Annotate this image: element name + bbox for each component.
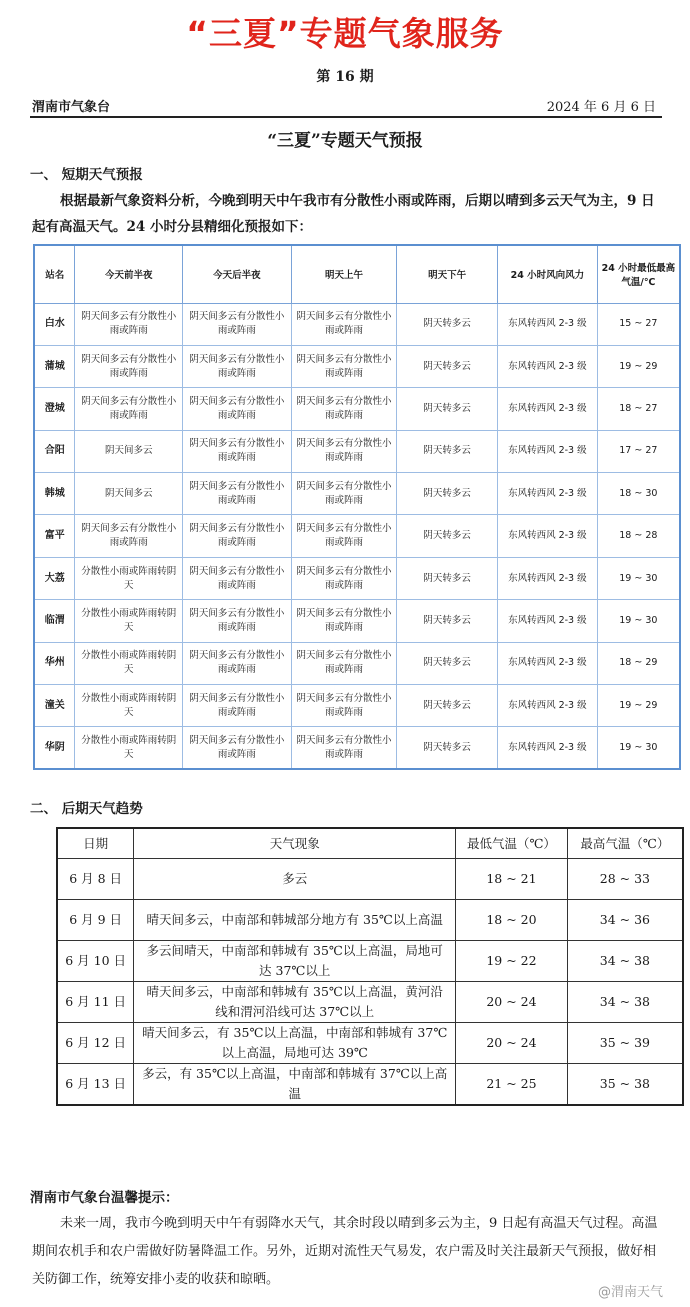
temp-cell: 19 ~ 30	[597, 557, 680, 599]
table-row	[34, 430, 680, 472]
date-cell: 6 月 9 日	[57, 899, 134, 940]
table-row	[34, 642, 680, 684]
table-row	[34, 727, 680, 769]
station-name: 合阳	[34, 430, 75, 472]
col-afternoon: 明天下午	[397, 245, 498, 303]
forecast-cell: 阴天转多云	[397, 473, 498, 515]
wind-cell: 东风转西风 2-3 级	[498, 303, 598, 345]
high-temp-cell: 28 ~ 33	[567, 858, 683, 899]
station-name: 临渭	[34, 600, 75, 642]
weather-cell: 晴天间多云，中南部和韩城有 35℃以上高温，黄河沿线和渭河沿线可达 37℃以上	[134, 981, 456, 1022]
forecast-cell: 阴天转多云	[397, 430, 498, 472]
table-row	[34, 388, 680, 430]
wind-cell: 东风转西风 2-3 级	[498, 600, 598, 642]
station-name: 韩城	[34, 473, 75, 515]
table-row	[34, 515, 680, 557]
forecast-cell: 阴天间多云有分散性小雨或阵雨	[75, 303, 183, 345]
tips-paragraph: 未来一周，我市今晚到明天中午有弱降水天气，其余时段以晴到多云为主，9 日起有高温天气过程。高温期间农机手和农户需做好防暑降温工作。另外，近期对流性天气易发，农户需及时关注最新天气预报，做好相关防御工作，统筹安排小麦的收获和晾晒。	[32, 1216, 658, 1287]
forecast-cell: 阴天间多云有分散性小雨或阵雨	[291, 642, 397, 684]
trend-header-row	[57, 828, 683, 858]
wind-cell: 东风转西风 2-3 级	[498, 727, 598, 769]
forecast-cell: 阴天间多云有分散性小雨或阵雨	[183, 557, 292, 599]
table-row	[57, 981, 683, 1022]
forecast-cell: 阴天转多云	[397, 345, 498, 387]
station-name: 大荔	[34, 557, 75, 599]
date-cell: 6 月 8 日	[57, 858, 134, 899]
forecast-cell: 分散性小雨或阵雨转阴天	[75, 642, 183, 684]
low-temp-cell: 18 ~ 21	[456, 858, 568, 899]
table-row	[34, 473, 680, 515]
forecast-cell: 阴天间多云有分散性小雨或阵雨	[291, 473, 397, 515]
issue-number: 第 16 期	[316, 69, 374, 85]
forecast-cell: 阴天间多云有分散性小雨或阵雨	[291, 515, 397, 557]
col-wind: 24 小时风向风力	[498, 245, 598, 303]
section1-heading: 一、 短期天气预报	[30, 167, 143, 183]
table-row	[57, 899, 683, 940]
forecast-cell: 阴天间多云有分散性小雨或阵雨	[291, 600, 397, 642]
temp-cell: 19 ~ 30	[597, 727, 680, 769]
col-temp: 24 小时最低最高气温/℃	[597, 245, 680, 303]
forecast-cell: 阴天间多云有分散性小雨或阵雨	[291, 345, 397, 387]
station-name: 富平	[34, 515, 75, 557]
forecast-cell: 阴天转多云	[397, 600, 498, 642]
station-name: 华阴	[34, 727, 75, 769]
table-row	[34, 685, 680, 727]
wind-cell: 东风转西风 2-3 级	[498, 345, 598, 387]
section2-heading: 二、 后期天气趋势	[30, 801, 143, 817]
forecast-cell: 分散性小雨或阵雨转阴天	[75, 727, 183, 769]
forecast-cell: 阴天间多云有分散性小雨或阵雨	[291, 303, 397, 345]
forecast-cell: 阴天间多云有分散性小雨或阵雨	[183, 430, 292, 472]
org-line	[30, 95, 662, 117]
document-title: “三夏”专题气象服务	[186, 14, 504, 53]
high-temp-cell: 34 ~ 38	[567, 981, 683, 1022]
table-row	[34, 557, 680, 599]
low-temp-cell: 20 ~ 24	[456, 1022, 568, 1063]
forecast-cell: 阴天间多云有分散性小雨或阵雨	[291, 430, 397, 472]
forecast-cell: 阴天转多云	[397, 727, 498, 769]
forecast-cell: 阴天间多云有分散性小雨或阵雨	[75, 388, 183, 430]
wind-cell: 东风转西风 2-3 级	[498, 430, 598, 472]
forecast-cell: 分散性小雨或阵雨转阴天	[75, 557, 183, 599]
forecast-cell: 阴天间多云有分散性小雨或阵雨	[291, 388, 397, 430]
col-low-temp: 最低气温（℃）	[456, 828, 568, 858]
wind-cell: 东风转西风 2-3 级	[498, 473, 598, 515]
station-name: 华州	[34, 642, 75, 684]
date-cell: 6 月 12 日	[57, 1022, 134, 1063]
temp-cell: 19 ~ 29	[597, 685, 680, 727]
forecast-cell: 阴天间多云有分散性小雨或阵雨	[75, 515, 183, 557]
col-date: 日期	[57, 828, 134, 858]
date-cell: 6 月 10 日	[57, 940, 134, 981]
low-temp-cell: 18 ~ 20	[456, 899, 568, 940]
col-first-half: 今天前半夜	[75, 245, 183, 303]
table-row	[34, 303, 680, 345]
forecast-cell: 阴天间多云有分散性小雨或阵雨	[183, 473, 292, 515]
forecast-cell: 阴天间多云有分散性小雨或阵雨	[291, 685, 397, 727]
weather-cell: 多云，有 35℃以上高温，中南部和韩城有 37℃以上高温	[134, 1063, 456, 1105]
tips-heading: 渭南市气象台温馨提示：	[30, 1190, 179, 1206]
col-second-half: 今天后半夜	[183, 245, 292, 303]
forecast-cell: 阴天间多云有分散性小雨或阵雨	[183, 642, 292, 684]
high-temp-cell: 35 ~ 38	[567, 1063, 683, 1105]
table-row	[57, 1063, 683, 1105]
forecast-cell: 阴天转多云	[397, 303, 498, 345]
date-cell: 6 月 13 日	[57, 1063, 134, 1105]
wind-cell: 东风转西风 2-3 级	[498, 685, 598, 727]
col-morning: 明天上午	[291, 245, 397, 303]
forecast-cell: 阴天间多云有分散性小雨或阵雨	[183, 345, 292, 387]
weather-cell: 多云间晴天，中南部和韩城有 35℃以上高温，局地可达 37℃以上	[134, 940, 456, 981]
weather-cell: 晴天间多云，中南部和韩城部分地方有 35℃以上高温	[134, 899, 456, 940]
station-name: 白水	[34, 303, 75, 345]
table-row	[34, 345, 680, 387]
forecast-cell: 分散性小雨或阵雨转阴天	[75, 685, 183, 727]
high-temp-cell: 34 ~ 38	[567, 940, 683, 981]
temp-cell: 15 ~ 27	[597, 303, 680, 345]
low-temp-cell: 21 ~ 25	[456, 1063, 568, 1105]
forecast-cell: 阴天间多云有分散性小雨或阵雨	[183, 515, 292, 557]
forecast-cell: 阴天转多云	[397, 642, 498, 684]
temp-cell: 18 ~ 29	[597, 642, 680, 684]
forecast-cell: 阴天间多云有分散性小雨或阵雨	[75, 345, 183, 387]
date-cell: 6 月 11 日	[57, 981, 134, 1022]
organization-name: 渭南市气象台	[32, 100, 111, 115]
section1-paragraph: 根据最新气象资料分析，今晚到明天中午我市有分散性小雨或阵雨，后期以晴到多云天气为主，9 日起有高温天气。24 小时分县精细化预报如下：	[32, 193, 655, 235]
table-row	[34, 600, 680, 642]
forecast-cell: 阴天间多云有分散性小雨或阵雨	[291, 727, 397, 769]
forecast-cell: 阴天间多云有分散性小雨或阵雨	[183, 600, 292, 642]
watermark: @渭南天气	[598, 1285, 664, 1300]
station-name: 澄城	[34, 388, 75, 430]
forecast-cell: 阴天间多云有分散性小雨或阵雨	[183, 685, 292, 727]
weather-cell: 晴天间多云，有 35℃以上高温，中南部和韩城有 37℃以上高温，局地可达 39℃	[134, 1022, 456, 1063]
forecast-cell: 阴天间多云有分散性小雨或阵雨	[183, 727, 292, 769]
temp-cell: 18 ~ 27	[597, 388, 680, 430]
forecast-cell: 阴天转多云	[397, 388, 498, 430]
temp-cell: 18 ~ 28	[597, 515, 680, 557]
forecast-cell: 阴天转多云	[397, 515, 498, 557]
station-name: 潼关	[34, 685, 75, 727]
high-temp-cell: 35 ~ 39	[567, 1022, 683, 1063]
low-temp-cell: 19 ~ 22	[456, 940, 568, 981]
table-row	[57, 1022, 683, 1063]
forecast-header-row	[34, 245, 680, 303]
issue-date: 2024 年 6 月 6 日	[546, 100, 656, 115]
trend-table	[56, 827, 684, 1106]
wind-cell: 东风转西风 2-3 级	[498, 557, 598, 599]
forecast-cell: 阴天间多云有分散性小雨或阵雨	[291, 557, 397, 599]
temp-cell: 18 ~ 30	[597, 473, 680, 515]
forecast-cell: 阴天间多云有分散性小雨或阵雨	[183, 388, 292, 430]
forecast-cell: 阴天转多云	[397, 557, 498, 599]
station-name: 蒲城	[34, 345, 75, 387]
header-rule	[30, 116, 662, 118]
temp-cell: 19 ~ 29	[597, 345, 680, 387]
table-row	[57, 858, 683, 899]
temp-cell: 17 ~ 27	[597, 430, 680, 472]
forecast-title: “三夏”专题天气预报	[267, 131, 423, 151]
wind-cell: 东风转西风 2-3 级	[498, 515, 598, 557]
col-high-temp: 最高气温（℃）	[567, 828, 683, 858]
forecast-cell: 分散性小雨或阵雨转阴天	[75, 600, 183, 642]
forecast-cell: 阴天间多云有分散性小雨或阵雨	[183, 303, 292, 345]
forecast-table	[33, 244, 681, 770]
forecast-cell: 阴天转多云	[397, 685, 498, 727]
col-weather: 天气现象	[134, 828, 456, 858]
col-station: 站名	[34, 245, 75, 303]
high-temp-cell: 34 ~ 36	[567, 899, 683, 940]
table-row	[57, 940, 683, 981]
forecast-cell: 阴天间多云	[75, 430, 183, 472]
wind-cell: 东风转西风 2-3 级	[498, 388, 598, 430]
low-temp-cell: 20 ~ 24	[456, 981, 568, 1022]
wind-cell: 东风转西风 2-3 级	[498, 642, 598, 684]
forecast-cell: 阴天间多云	[75, 473, 183, 515]
temp-cell: 19 ~ 30	[597, 600, 680, 642]
weather-cell: 多云	[134, 858, 456, 899]
